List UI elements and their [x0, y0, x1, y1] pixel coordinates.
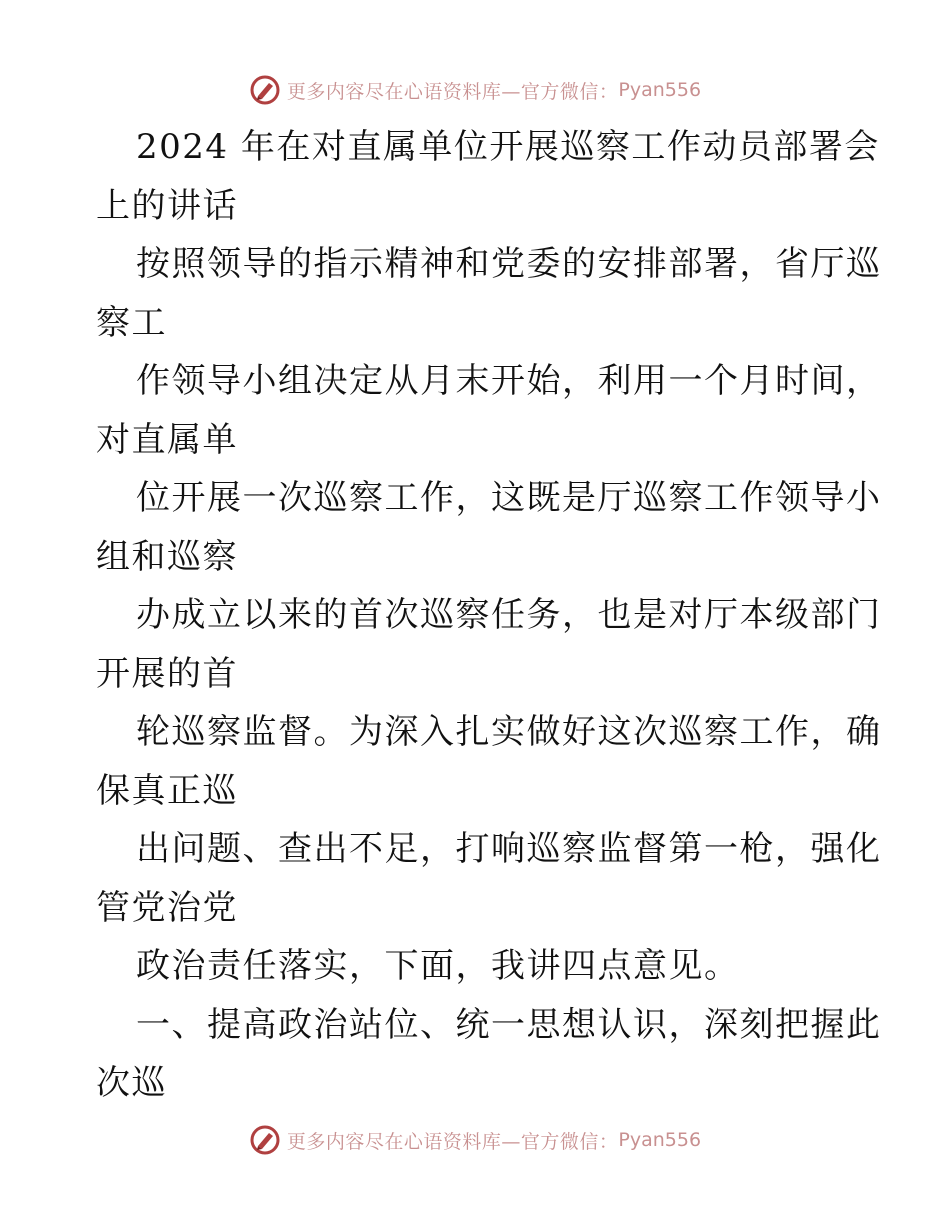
- text-line: 对直属单: [96, 419, 238, 460]
- watermark-text: 更多内容尽在心语资料库—官方微信：: [286, 80, 619, 103]
- text-line: 一、提高政治站位、统一思想认识，深刻把握此: [136, 1004, 882, 1045]
- header-watermark: [0, 70, 950, 110]
- text-line: 作领导小组决定从月末开始，利用一个月时间，: [136, 361, 882, 401]
- watermark-wechat-id: Pyan556: [618, 1129, 702, 1151]
- text-line: 保真正巡: [96, 770, 238, 811]
- watermark-wechat-id: Pyan556: [618, 79, 702, 101]
- pen-logo-icon: [249, 74, 281, 106]
- footer-watermark: [0, 1120, 950, 1160]
- pen-logo-icon: [249, 1124, 281, 1156]
- text-line: 办成立以来的首次巡察任务，也是对厅本级部门: [136, 595, 882, 635]
- text-line: 察工: [96, 302, 167, 343]
- text-line: 组和巡察: [96, 536, 238, 577]
- watermark-text: 更多内容尽在心语资料库—官方微信：: [286, 1130, 619, 1153]
- text-line: 按照领导的指示精神和党委的安排部署，省厅巡: [136, 244, 882, 284]
- text-line: 位开展一次巡察工作，这既是厅巡察工作领导小: [136, 478, 882, 518]
- text-line: 出问题、查出不足，打响巡察监督第一枪，强化: [136, 829, 882, 869]
- text-line: 开展的首: [96, 653, 238, 694]
- text-line: 次巡: [96, 1063, 167, 1103]
- text-line: 2024 年在对直属单位开展巡察工作动员部署会: [136, 127, 880, 167]
- text-line: 上的讲话: [96, 185, 238, 226]
- text-line: 管党治党: [96, 887, 238, 928]
- document-body: [96, 118, 882, 1113]
- text-line: 轮巡察监督。为深入扎实做好这次巡察工作，确: [136, 712, 882, 752]
- text-line: 政治责任落实，下面，我讲四点意见。: [136, 946, 740, 986]
